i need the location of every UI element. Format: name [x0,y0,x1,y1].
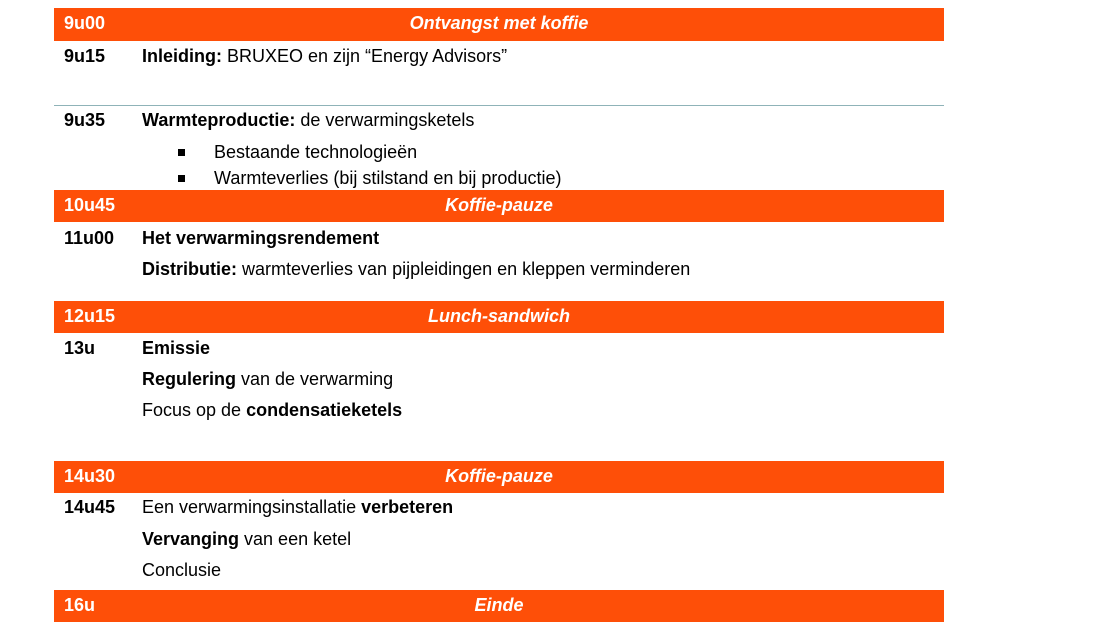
break-row [54,461,944,493]
session-line-bold: Regulering [142,369,237,389]
session-line-bold: Vervanging [142,529,240,549]
session-line [142,46,507,67]
row-time: 14u45 [64,497,116,517]
row-time: 14u30 [64,466,116,486]
row-time: 13u [64,338,96,358]
session-row [54,106,944,190]
bullet-square-icon [178,149,185,156]
session-line-bold: Emissie [142,338,211,358]
session-line-bold: verbeteren [361,497,454,517]
session-line-pre: Focus op de [142,400,247,420]
bullet-text: Bestaande technologieën [214,142,418,162]
session-line-text: van een ketel [239,529,352,549]
break-row [54,8,944,41]
session-line [142,110,474,131]
session-line [142,228,379,249]
session-line-text: de verwarmingsketels [295,110,475,130]
session-line-bold: Inleiding: [142,46,222,66]
session-line [142,259,690,280]
session-row [54,222,944,301]
bullet-square-icon [178,175,185,182]
session-line-bold: condensatieketels [246,400,403,420]
session-line-text: warmteverlies van pijpleidingen en kleppen verminderen [237,259,691,279]
row-time: 9u00 [64,13,106,33]
row-time: 9u15 [64,46,106,66]
row-time: 12u15 [64,306,116,326]
session-line [142,529,351,550]
bullet-text: Warmteverlies (bij stilstand en bij productie) [214,168,562,188]
break-row [54,590,944,622]
row-title: Koffie-pauze [445,195,553,215]
session-row [54,493,944,590]
row-time: 10u45 [64,195,116,215]
break-row [54,301,944,333]
session-line [142,338,210,359]
session-line-pre: Een verwarmingsinstallatie [142,497,362,517]
session-line [142,497,453,518]
session-row [54,41,944,106]
session-line [142,560,221,581]
session-line-bold: Het verwarmingsrendement [142,228,380,248]
session-line-bold: Distributie: [142,259,238,279]
session-line-text: BRUXEO en zijn “Energy Advisors” [222,46,508,66]
session-line-pre: Conclusie [142,560,222,580]
row-title: Lunch-sandwich [427,306,570,326]
session-line [142,369,393,390]
session-line [142,400,402,421]
row-title: Koffie-pauze [445,466,553,486]
row-time: 11u00 [64,228,115,248]
session-line-text: van de verwarming [236,369,394,389]
row-title: Einde [474,595,524,615]
row-time: 16u [64,595,96,615]
session-row [54,333,944,461]
break-row [54,190,944,222]
row-time: 9u35 [64,110,106,130]
program-table [54,8,944,622]
row-title: Ontvangst met koffie [409,13,589,33]
session-line-bold: Warmteproductie: [142,110,296,130]
